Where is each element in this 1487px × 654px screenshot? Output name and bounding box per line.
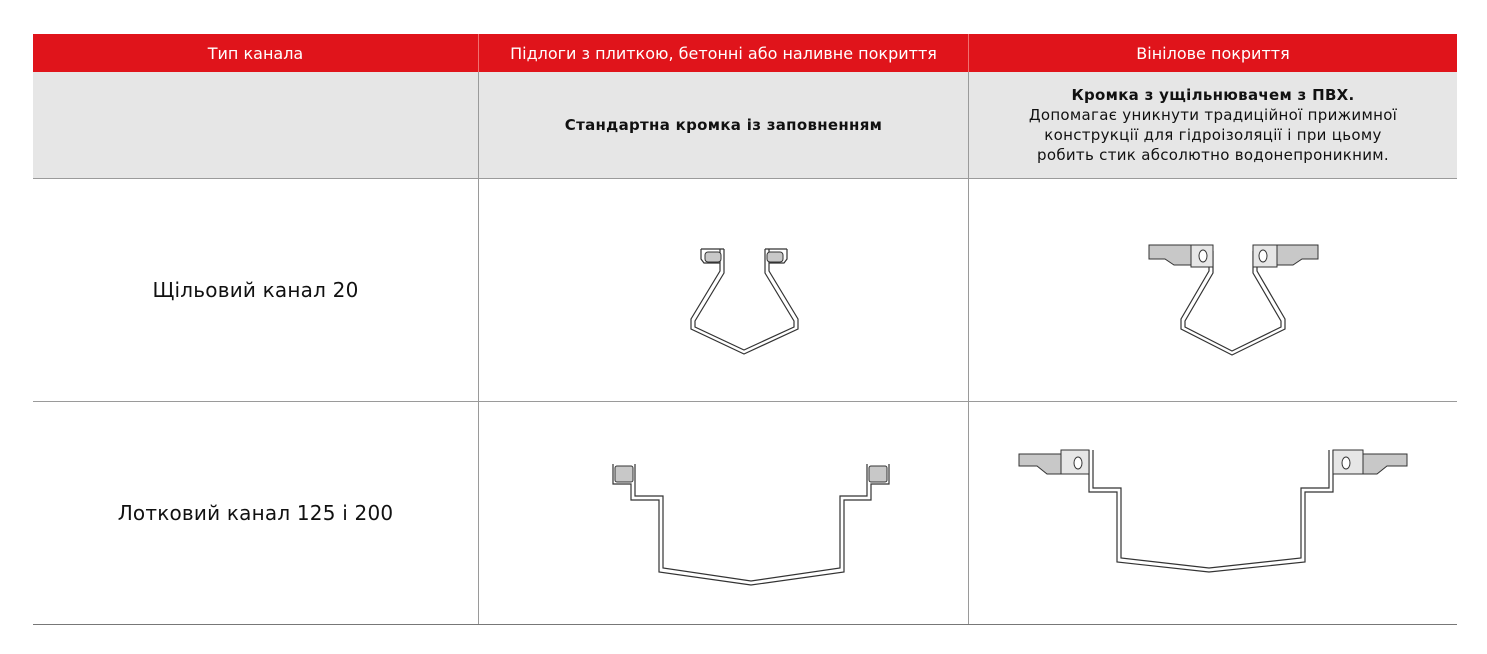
drainage-channel-table bbox=[33, 34, 1457, 625]
pvc-seal-description-line: робить стик абсолютно водонепроникним. bbox=[1037, 146, 1389, 164]
slot-channel-pvc-edge-diagram bbox=[969, 179, 1457, 401]
subheader-pvc-seal-edge bbox=[968, 72, 1457, 178]
pvc-seal-description-line: Допомагає уникнути традиційної прижимної bbox=[1028, 106, 1398, 124]
standard-edge-title: Стандартна кромка із заповненням bbox=[564, 116, 883, 134]
pvc-seal-title: Кромка з ущільнювачем з ПВХ. bbox=[1071, 86, 1355, 104]
trough-channel-pvc-edge-diagram bbox=[969, 402, 1457, 624]
table-header-row bbox=[33, 34, 1457, 72]
header-vinyl-coating: Вінілове покриття bbox=[968, 34, 1457, 72]
pvc-seal-description-line: конструкції для гідроізоляції і при цьому bbox=[1044, 126, 1382, 144]
header-tile-concrete-floors: Підлоги з плиткою, бетонні або наливне покриття bbox=[478, 34, 968, 72]
diagram-cell bbox=[968, 179, 1457, 401]
slot-channel-standard-edge-diagram bbox=[479, 179, 968, 401]
diagram-cell bbox=[968, 402, 1457, 624]
table-subheader-row bbox=[33, 72, 1457, 179]
subheader-empty-cell bbox=[33, 72, 478, 178]
table-row bbox=[33, 402, 1457, 624]
channel-type-label: Щільовий канал 20 bbox=[152, 278, 359, 302]
channel-type-label: Лотковий канал 125 і 200 bbox=[117, 501, 394, 525]
diagram-cell bbox=[478, 402, 968, 624]
diagram-cell bbox=[478, 179, 968, 401]
subheader-standard-edge bbox=[478, 72, 968, 178]
trough-channel-standard-edge-diagram bbox=[479, 402, 968, 624]
table-row bbox=[33, 179, 1457, 402]
header-channel-type: Тип канала bbox=[207, 43, 304, 63]
